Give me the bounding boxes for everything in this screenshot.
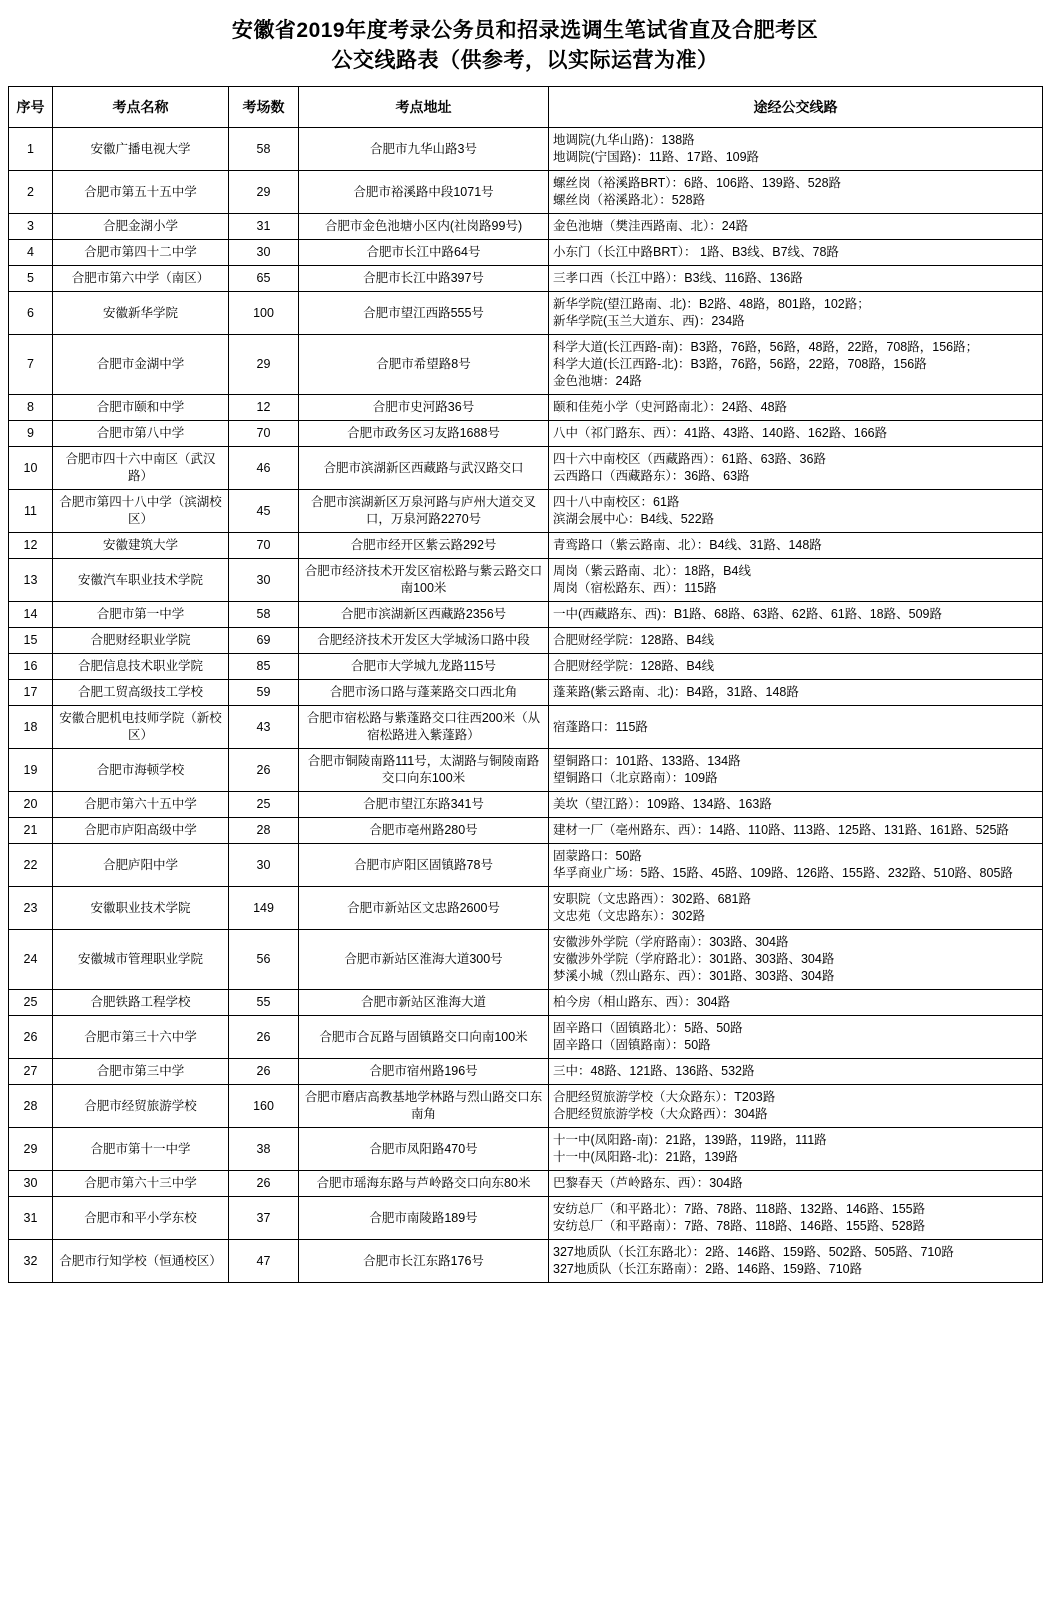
bus-route-line: 三中：48路、121路、136路、532路 bbox=[553, 1064, 755, 1078]
cell-bus-routes bbox=[549, 1128, 1043, 1171]
cell-index: 3 bbox=[9, 214, 53, 240]
cell-bus-routes bbox=[549, 447, 1043, 490]
cell-site-address: 合肥市裕溪路中段1071号 bbox=[299, 171, 549, 214]
cell-index: 1 bbox=[9, 128, 53, 171]
cell-site-name: 合肥金湖小学 bbox=[53, 214, 229, 240]
bus-route-line: 宿蓬路口：115路 bbox=[553, 719, 648, 734]
cell-site-name: 合肥市第四十八中学（滨湖校区） bbox=[53, 490, 229, 533]
table-row bbox=[9, 628, 1043, 654]
cell-bus-routes bbox=[549, 1171, 1043, 1197]
bus-route-line: 固辛路口（固镇路南）：50路 bbox=[553, 1038, 711, 1052]
bus-route-line: 科学大道(长江西路-南)：B3路，76路，56路，48路，22路，708路，156路； bbox=[553, 340, 979, 354]
cell-site-name: 合肥市第六十五中学 bbox=[53, 792, 229, 818]
cell-room-count: 26 bbox=[229, 1059, 299, 1085]
cell-room-count: 38 bbox=[229, 1128, 299, 1171]
cell-site-address: 合肥市滨湖新区西藏路2356号 bbox=[299, 602, 549, 628]
cell-site-name: 合肥市和平小学东校 bbox=[53, 1197, 229, 1240]
cell-bus-routes bbox=[549, 602, 1043, 628]
cell-bus-routes bbox=[549, 792, 1043, 818]
cell-bus-routes bbox=[549, 395, 1043, 421]
bus-route-line: 梦溪小城（烈山路东、西）：301路、303路、304路 bbox=[553, 969, 835, 983]
bus-route-line: 小东门（长江中路BRT）： 1路、B3线、B7线、78路 bbox=[553, 245, 839, 259]
cell-index: 17 bbox=[9, 680, 53, 706]
cell-site-name: 安徽城市管理职业学院 bbox=[53, 930, 229, 990]
cell-site-address: 合肥市九华山路3号 bbox=[299, 128, 549, 171]
cell-index: 9 bbox=[9, 421, 53, 447]
cell-site-name: 合肥市颐和中学 bbox=[53, 395, 229, 421]
bus-route-line: 安徽涉外学院（学府路南）：303路、304路 bbox=[553, 935, 789, 949]
table-row bbox=[9, 1197, 1043, 1240]
cell-index: 32 bbox=[9, 1240, 53, 1283]
bus-route-line: 固蒙路口：50路 bbox=[553, 849, 642, 863]
bus-route-line: 巴黎春天（芦岭路东、西）：304路 bbox=[553, 1176, 743, 1190]
cell-index: 23 bbox=[9, 887, 53, 930]
bus-route-line: 螺丝岗（裕溪路BRT）：6路、106路、139路、528路 bbox=[553, 176, 842, 190]
cell-index: 8 bbox=[9, 395, 53, 421]
cell-index: 29 bbox=[9, 1128, 53, 1171]
cell-room-count: 65 bbox=[229, 266, 299, 292]
cell-bus-routes bbox=[549, 1016, 1043, 1059]
cell-site-address: 合肥市长江东路176号 bbox=[299, 1240, 549, 1283]
cell-index: 7 bbox=[9, 335, 53, 395]
cell-room-count: 43 bbox=[229, 706, 299, 749]
table-header bbox=[9, 87, 1043, 128]
bus-route-line: 科学大道(长江西路-北)：B3路，76路，56路，22路，708路，156路 bbox=[553, 357, 927, 371]
cell-bus-routes bbox=[549, 1059, 1043, 1085]
table-row bbox=[9, 447, 1043, 490]
cell-site-name: 合肥市第四十二中学 bbox=[53, 240, 229, 266]
cell-bus-routes bbox=[549, 680, 1043, 706]
table-row bbox=[9, 421, 1043, 447]
cell-site-address: 合肥市汤口路与蓬莱路交口西北角 bbox=[299, 680, 549, 706]
cell-index: 10 bbox=[9, 447, 53, 490]
cell-index: 20 bbox=[9, 792, 53, 818]
cell-site-name: 合肥信息技术职业学院 bbox=[53, 654, 229, 680]
cell-site-address: 合肥市新站区文忠路2600号 bbox=[299, 887, 549, 930]
cell-site-name: 安徽广播电视大学 bbox=[53, 128, 229, 171]
bus-route-line: 合肥财经学院：128路、B4线 bbox=[553, 633, 715, 647]
cell-site-name: 合肥财经职业学院 bbox=[53, 628, 229, 654]
cell-room-count: 28 bbox=[229, 818, 299, 844]
cell-index: 19 bbox=[9, 749, 53, 792]
bus-route-line: 新华学院(玉兰大道东、西)：234路 bbox=[553, 314, 745, 328]
bus-route-line: 周岗（宿松路东、西）：115路 bbox=[553, 581, 717, 595]
table-row bbox=[9, 1128, 1043, 1171]
page-title-line-2: 公交线路表（供参考，以实际运营为准） bbox=[331, 49, 719, 72]
cell-room-count: 58 bbox=[229, 128, 299, 171]
cell-index: 22 bbox=[9, 844, 53, 887]
cell-site-address: 合肥市长江中路397号 bbox=[299, 266, 549, 292]
cell-site-address: 合肥市南陵路189号 bbox=[299, 1197, 549, 1240]
bus-route-line: 云西路口（西藏路东）：36路、63路 bbox=[553, 469, 750, 483]
cell-room-count: 85 bbox=[229, 654, 299, 680]
cell-index: 6 bbox=[9, 292, 53, 335]
cell-room-count: 37 bbox=[229, 1197, 299, 1240]
cell-index: 24 bbox=[9, 930, 53, 990]
cell-bus-routes bbox=[549, 844, 1043, 887]
cell-bus-routes bbox=[549, 490, 1043, 533]
cell-room-count: 46 bbox=[229, 447, 299, 490]
cell-bus-routes bbox=[549, 421, 1043, 447]
cell-bus-routes bbox=[549, 214, 1043, 240]
cell-site-name: 合肥市第一中学 bbox=[53, 602, 229, 628]
cell-index: 27 bbox=[9, 1059, 53, 1085]
table-row bbox=[9, 559, 1043, 602]
cell-bus-routes bbox=[549, 990, 1043, 1016]
cell-room-count: 31 bbox=[229, 214, 299, 240]
table-row bbox=[9, 395, 1043, 421]
cell-site-name: 合肥市第六十三中学 bbox=[53, 1171, 229, 1197]
cell-site-address: 合肥市滨湖新区西藏路与武汉路交口 bbox=[299, 447, 549, 490]
cell-index: 30 bbox=[9, 1171, 53, 1197]
cell-bus-routes bbox=[549, 335, 1043, 395]
cell-site-address: 合肥市望江西路555号 bbox=[299, 292, 549, 335]
cell-site-name: 合肥市第十一中学 bbox=[53, 1128, 229, 1171]
cell-site-address: 合肥市庐阳区固镇路78号 bbox=[299, 844, 549, 887]
table-row bbox=[9, 680, 1043, 706]
bus-route-line: 周岗（紫云路南、北）：18路，B4线 bbox=[553, 564, 751, 578]
cell-bus-routes bbox=[549, 266, 1043, 292]
cell-room-count: 29 bbox=[229, 335, 299, 395]
table-row bbox=[9, 1171, 1043, 1197]
cell-site-address: 合肥市大学城九龙路115号 bbox=[299, 654, 549, 680]
page-title bbox=[8, 16, 1042, 76]
bus-route-line: 十一中(凤阳路-北)：21路，139路 bbox=[553, 1150, 738, 1164]
bus-route-line: 合肥财经学院：128路、B4线 bbox=[553, 659, 715, 673]
table-row bbox=[9, 1240, 1043, 1283]
cell-site-name: 合肥市庐阳高级中学 bbox=[53, 818, 229, 844]
cell-index: 21 bbox=[9, 818, 53, 844]
cell-site-address: 合肥经济技术开发区大学城汤口路中段 bbox=[299, 628, 549, 654]
cell-room-count: 45 bbox=[229, 490, 299, 533]
table-row bbox=[9, 706, 1043, 749]
bus-route-line: 地调院(九华山路)：138路 bbox=[553, 133, 695, 147]
cell-bus-routes bbox=[549, 1197, 1043, 1240]
cell-site-name: 安徽汽车职业技术学院 bbox=[53, 559, 229, 602]
cell-site-name: 安徽职业技术学院 bbox=[53, 887, 229, 930]
bus-route-line: 固辛路口（固镇路北）：5路、50路 bbox=[553, 1021, 743, 1035]
cell-site-name: 合肥铁路工程学校 bbox=[53, 990, 229, 1016]
table-row bbox=[9, 533, 1043, 559]
cell-room-count: 26 bbox=[229, 749, 299, 792]
cell-site-address: 合肥市经开区紫云路292号 bbox=[299, 533, 549, 559]
cell-site-name: 安徽新华学院 bbox=[53, 292, 229, 335]
cell-site-name: 合肥市第八中学 bbox=[53, 421, 229, 447]
cell-site-address: 合肥市新站区淮海大道 bbox=[299, 990, 549, 1016]
cell-room-count: 29 bbox=[229, 171, 299, 214]
cell-site-name: 安徽建筑大学 bbox=[53, 533, 229, 559]
bus-route-line: 十一中(凤阳路-南)：21路，139路，119路，111路 bbox=[553, 1133, 827, 1147]
cell-site-address: 合肥市亳州路280号 bbox=[299, 818, 549, 844]
cell-bus-routes bbox=[549, 240, 1043, 266]
table-row bbox=[9, 214, 1043, 240]
cell-index: 11 bbox=[9, 490, 53, 533]
cell-site-address: 合肥市宿州路196号 bbox=[299, 1059, 549, 1085]
cell-site-name: 合肥工贸高级技工学校 bbox=[53, 680, 229, 706]
table-row bbox=[9, 990, 1043, 1016]
table-row bbox=[9, 171, 1043, 214]
cell-index: 25 bbox=[9, 990, 53, 1016]
cell-site-name: 合肥市第三十六中学 bbox=[53, 1016, 229, 1059]
column-header-site-address: 考点地址 bbox=[299, 87, 549, 128]
cell-bus-routes bbox=[549, 1085, 1043, 1128]
bus-route-line: 颐和佳苑小学（史河路南北）：24路、48路 bbox=[553, 400, 788, 414]
cell-room-count: 30 bbox=[229, 559, 299, 602]
cell-site-address: 合肥市长江中路64号 bbox=[299, 240, 549, 266]
table-row bbox=[9, 292, 1043, 335]
cell-index: 28 bbox=[9, 1085, 53, 1128]
bus-route-line: 建材一厂（亳州路东、西）：14路、110路、113路、125路、131路、161路、525路 bbox=[553, 823, 1009, 837]
bus-route-line: 327地质队（长江东路北）：2路、146路、159路、502路、505路、710路 bbox=[553, 1245, 954, 1259]
bus-route-table bbox=[8, 86, 1043, 1283]
cell-index: 12 bbox=[9, 533, 53, 559]
bus-route-line: 蓬莱路(紫云路南、北)：B4路，31路、148路 bbox=[553, 685, 799, 699]
cell-site-name: 合肥市第五十五中学 bbox=[53, 171, 229, 214]
cell-site-address: 合肥市磨店高教基地学林路与烈山路交口东南角 bbox=[299, 1085, 549, 1128]
bus-route-line: 滨湖会展中心：B4线、522路 bbox=[553, 512, 715, 526]
bus-route-line: 华孚商业广场：5路、15路、45路、109路、126路、155路、232路、510路、805路 bbox=[553, 866, 1013, 880]
table-row bbox=[9, 792, 1043, 818]
table-row bbox=[9, 1016, 1043, 1059]
cell-site-address: 合肥市希望路8号 bbox=[299, 335, 549, 395]
bus-route-line: 一中(西藏路东、西)：B1路、68路、63路、62路、61路、18路、509路 bbox=[553, 607, 942, 621]
cell-room-count: 149 bbox=[229, 887, 299, 930]
cell-site-address: 合肥市凤阳路470号 bbox=[299, 1128, 549, 1171]
bus-route-line: 柏今房（相山路东、西）：304路 bbox=[553, 995, 731, 1009]
cell-site-address: 合肥市金色池塘小区内(社岗路99号) bbox=[299, 214, 549, 240]
cell-site-name: 合肥市第六中学（南区） bbox=[53, 266, 229, 292]
table-header-row bbox=[9, 87, 1043, 128]
column-header-site-name: 考点名称 bbox=[53, 87, 229, 128]
table-row bbox=[9, 1059, 1043, 1085]
cell-room-count: 56 bbox=[229, 930, 299, 990]
cell-room-count: 58 bbox=[229, 602, 299, 628]
cell-site-address: 合肥市铜陵南路111号，太湖路与铜陵南路交口向东100米 bbox=[299, 749, 549, 792]
cell-bus-routes bbox=[549, 930, 1043, 990]
table-row bbox=[9, 654, 1043, 680]
bus-route-line: 地调院(宁国路)：11路、17路、109路 bbox=[553, 150, 760, 164]
table-row bbox=[9, 602, 1043, 628]
cell-bus-routes bbox=[549, 628, 1043, 654]
cell-bus-routes bbox=[549, 559, 1043, 602]
bus-route-line: 金色池塘：24路 bbox=[553, 374, 642, 388]
cell-index: 5 bbox=[9, 266, 53, 292]
column-header-index: 序号 bbox=[9, 87, 53, 128]
cell-index: 15 bbox=[9, 628, 53, 654]
column-header-bus-routes: 途经公交线路 bbox=[549, 87, 1043, 128]
cell-room-count: 26 bbox=[229, 1171, 299, 1197]
bus-route-line: 青鸾路口（紫云路南、北）：B4线、31路、148路 bbox=[553, 538, 822, 552]
cell-site-name: 安徽合肥机电技师学院（新校区） bbox=[53, 706, 229, 749]
bus-route-line: 美坎（望江路）：109路、134路、163路 bbox=[553, 797, 772, 811]
table-row bbox=[9, 887, 1043, 930]
cell-bus-routes bbox=[549, 818, 1043, 844]
cell-bus-routes bbox=[549, 128, 1043, 171]
cell-room-count: 26 bbox=[229, 1016, 299, 1059]
table-row bbox=[9, 930, 1043, 990]
cell-bus-routes bbox=[549, 533, 1043, 559]
cell-bus-routes bbox=[549, 171, 1043, 214]
table-row bbox=[9, 844, 1043, 887]
bus-route-line: 327地质队（长江东路南）：2路、146路、159路、710路 bbox=[553, 1262, 863, 1276]
bus-route-line: 文忠苑（文忠路东）：302路 bbox=[553, 909, 706, 923]
cell-room-count: 47 bbox=[229, 1240, 299, 1283]
bus-route-line: 安纺总厂（和平路南）：7路、78路、118路、146路、155路、528路 bbox=[553, 1219, 926, 1233]
cell-site-name: 合肥市第三中学 bbox=[53, 1059, 229, 1085]
cell-index: 14 bbox=[9, 602, 53, 628]
bus-route-line: 四十六中南校区（西藏路西）：61路、63路、36路 bbox=[553, 452, 826, 466]
cell-site-address: 合肥市新站区淮海大道300号 bbox=[299, 930, 549, 990]
cell-site-address: 合肥市史河路36号 bbox=[299, 395, 549, 421]
table-row bbox=[9, 490, 1043, 533]
table-row bbox=[9, 128, 1043, 171]
cell-index: 18 bbox=[9, 706, 53, 749]
bus-route-line: 八中（祁门路东、西）：41路、43路、140路、162路、166路 bbox=[553, 426, 888, 440]
bus-route-line: 安职院（文忠路西）：302路、681路 bbox=[553, 892, 751, 906]
cell-room-count: 55 bbox=[229, 990, 299, 1016]
table-row bbox=[9, 749, 1043, 792]
cell-room-count: 160 bbox=[229, 1085, 299, 1128]
bus-route-line: 合肥经贸旅游学校（大众路东）：T203路 bbox=[553, 1090, 776, 1104]
bus-route-line: 螺丝岗（裕溪路北）：528路 bbox=[553, 193, 706, 207]
cell-bus-routes bbox=[549, 887, 1043, 930]
cell-room-count: 59 bbox=[229, 680, 299, 706]
cell-index: 13 bbox=[9, 559, 53, 602]
cell-site-address: 合肥市滨湖新区万泉河路与庐州大道交叉口，万泉河路2270号 bbox=[299, 490, 549, 533]
cell-room-count: 100 bbox=[229, 292, 299, 335]
cell-room-count: 30 bbox=[229, 240, 299, 266]
table-row bbox=[9, 335, 1043, 395]
column-header-room-count: 考场数 bbox=[229, 87, 299, 128]
bus-route-line: 望铜路口（北京路南）：109路 bbox=[553, 771, 718, 785]
cell-room-count: 12 bbox=[229, 395, 299, 421]
cell-site-name: 合肥市行知学校（恒通校区） bbox=[53, 1240, 229, 1283]
cell-room-count: 70 bbox=[229, 533, 299, 559]
table-row bbox=[9, 266, 1043, 292]
bus-route-line: 合肥经贸旅游学校（大众路西）：304路 bbox=[553, 1107, 768, 1121]
cell-index: 16 bbox=[9, 654, 53, 680]
bus-route-line: 新华学院(望江路南、北)：B2路、48路，801路，102路； bbox=[553, 297, 870, 311]
cell-site-address: 合肥市政务区习友路1688号 bbox=[299, 421, 549, 447]
bus-route-line: 安徽涉外学院（学府路北）：301路、303路、304路 bbox=[553, 952, 835, 966]
table-row bbox=[9, 818, 1043, 844]
cell-site-address: 合肥市合瓦路与固镇路交口向南100米 bbox=[299, 1016, 549, 1059]
cell-site-address: 合肥市望江东路341号 bbox=[299, 792, 549, 818]
cell-site-name: 合肥庐阳中学 bbox=[53, 844, 229, 887]
cell-room-count: 30 bbox=[229, 844, 299, 887]
cell-site-address: 合肥市宿松路与紫蓬路交口往西200米（从宿松路进入紫蓬路） bbox=[299, 706, 549, 749]
bus-route-line: 金色池塘（樊洼西路南、北）：24路 bbox=[553, 219, 749, 233]
cell-room-count: 69 bbox=[229, 628, 299, 654]
cell-bus-routes bbox=[549, 749, 1043, 792]
cell-site-address: 合肥市经济技术开发区宿松路与紫云路交口南100米 bbox=[299, 559, 549, 602]
table-row bbox=[9, 240, 1043, 266]
cell-site-address: 合肥市瑶海东路与芦岭路交口向东80米 bbox=[299, 1171, 549, 1197]
cell-index: 31 bbox=[9, 1197, 53, 1240]
cell-site-name: 合肥市四十六中南区（武汉路） bbox=[53, 447, 229, 490]
cell-site-name: 合肥市金湖中学 bbox=[53, 335, 229, 395]
cell-index: 4 bbox=[9, 240, 53, 266]
table-body bbox=[9, 128, 1043, 1283]
cell-index: 26 bbox=[9, 1016, 53, 1059]
bus-route-line: 望铜路口：101路、133路、134路 bbox=[553, 754, 741, 768]
cell-bus-routes bbox=[549, 706, 1043, 749]
cell-index: 2 bbox=[9, 171, 53, 214]
page-title-line-1: 安徽省2019年度考录公务员和招录选调生笔试省直及合肥考区 bbox=[231, 19, 819, 42]
cell-bus-routes bbox=[549, 292, 1043, 335]
bus-route-line: 四十八中南校区：61路 bbox=[553, 495, 680, 509]
bus-route-line: 安纺总厂（和平路北）：7路、78路、118路、132路、146路、155路 bbox=[553, 1202, 926, 1216]
cell-site-name: 合肥市海顿学校 bbox=[53, 749, 229, 792]
cell-site-name: 合肥市经贸旅游学校 bbox=[53, 1085, 229, 1128]
table-row bbox=[9, 1085, 1043, 1128]
cell-bus-routes bbox=[549, 1240, 1043, 1283]
cell-room-count: 70 bbox=[229, 421, 299, 447]
cell-bus-routes bbox=[549, 654, 1043, 680]
cell-room-count: 25 bbox=[229, 792, 299, 818]
bus-route-line: 三孝口西（长江中路）：B3线、116路、136路 bbox=[553, 271, 803, 285]
